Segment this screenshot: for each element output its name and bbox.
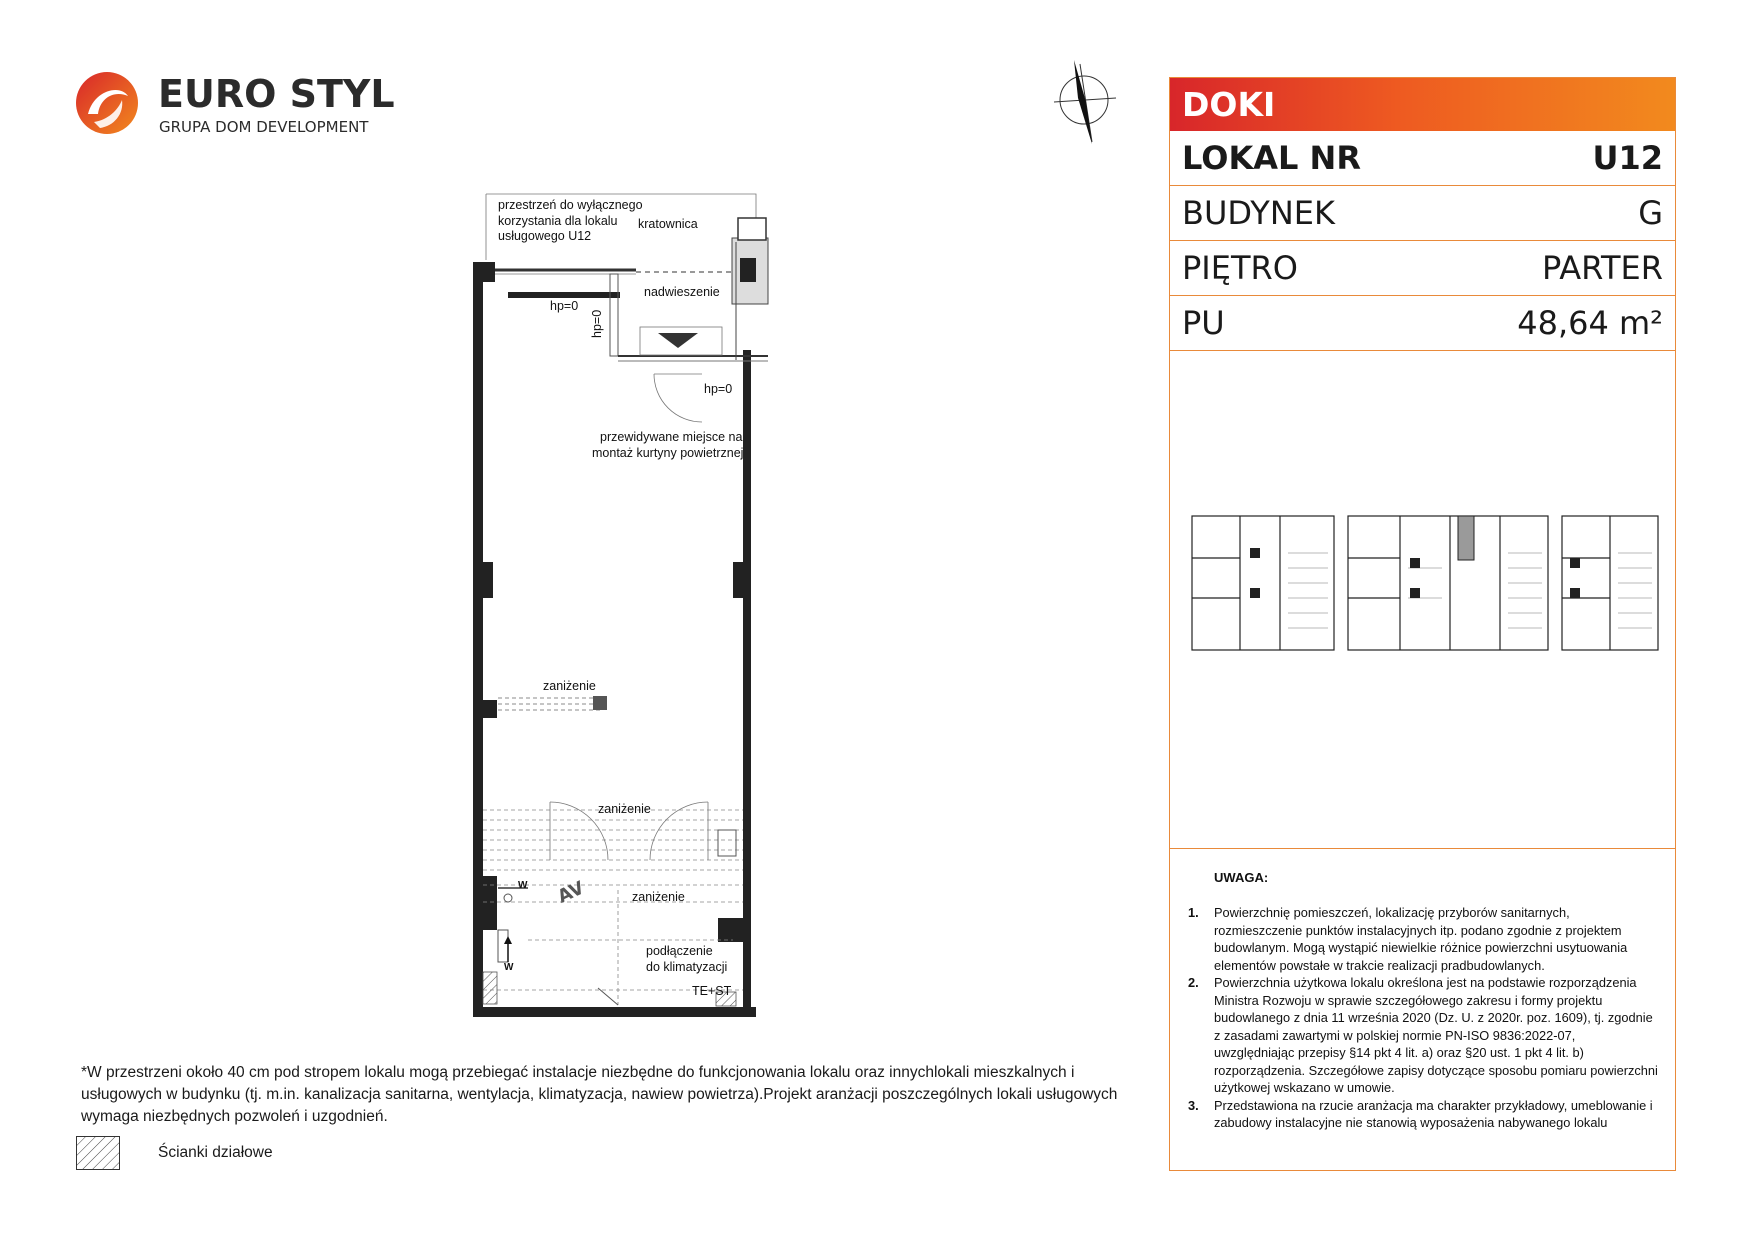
row-label: LOKAL NR [1182,139,1361,177]
note-number: 1. [1188,905,1199,920]
row-value: PARTER [1541,249,1663,287]
label-w1: W [518,880,528,891]
footnote: *W przestrzeni około 40 cm pod stropem lokalu mogą przebiegać instalacje niezbędne do funkcjonowania lokalu oraz innychlokali mieszkalnych i usługowych w budynku (tj. m.in. kanalizacja sanitarna, wentylacja, klimatyzacja, nawiew powietrza).Projekt aranżacji poszczególnych lokali usługowych wymaga niezbędnych pozwoleń i uzgodnień. [81,1064,1118,1125]
north-arrow-icon [1046,58,1126,148]
info-panel [1169,77,1676,1171]
note-number: 3. [1188,1097,1199,1113]
label-nadwieszenie: nadwieszenie [644,285,720,299]
label-air-curtain: przewidywane miejsce na montaż kurtyny powietrznej [592,430,744,460]
note-number: 2. [1188,975,1199,990]
note-text: Przedstawiona na rzucie aranżacja ma charakter przykładowy, umeblowanie i zabudowy instalacyjne nie stanowią wyposażenia nabywanego lokalu [1214,1097,1653,1130]
note-text: Powierzchnia użytkowa lokalu określona jest na podstawie rozporządzenia Ministra Rozwoju w sprawie szczegółowego zakresu i formy projektu budowlanego z dnia 11 września 2020 (Dz. U. z 2020r. poz. 1609), tj. zgodnie z zasadami zawartymi w polskiej normie PN-ISO 9836:2022-07, uwzględniając przepisy §14 pkt 4 lit. a) oraz §20 ust. 1 pkt 4 lit. b) rozporządzenia. Szczegółowe zapisy dotyczące sposobu pomiaru powierzchni użytkowej wskazano w umowie. [1214,975,1658,1095]
note-text: Powierzchnię pomieszczeń, lokalizację przyborów sanitarnych, rozmieszczenie punktów instalacyjnych itp. podano zgodnie z projektem budowlanym. Mogą wystąpić niewielkie różnice powierzchni usytuowania elementów powstałe w trakcie realizacji pradbudowlanych. [1214,905,1628,973]
partition-walls-legend-swatch [76,1136,120,1170]
row-label: PIĘTRO [1182,249,1298,287]
panel-header [1170,78,1675,131]
legend-label: Ścianki działowe [158,1144,273,1161]
row-floor [1170,241,1675,296]
row-value: 48,64 m² [1517,304,1663,342]
label-kratownica: kratownica [638,217,698,231]
label-hp-vertical: hp=0 [590,309,604,338]
notes-title: UWAGA: [1214,870,1269,885]
label-hp-horizontal: hp=0 [550,299,579,313]
row-area [1170,296,1675,351]
row-value: U12 [1592,139,1663,177]
row-label: PU [1182,304,1225,342]
notes-list [1188,904,1658,1132]
label-av: AV [554,877,588,908]
label-hp-door: hp=0 [704,382,733,396]
brand-name: EURO STYL [158,72,395,116]
row-value: G [1638,194,1663,232]
note-item [1188,974,1658,1097]
notes-separator [1170,848,1675,849]
euro-styl-logo-icon [74,70,140,136]
building-key-plan [1190,508,1660,658]
label-w2: W [504,962,514,973]
note-item [1188,1097,1658,1132]
brand-subtitle: GRUPA DOM DEVELOPMENT [159,118,369,136]
row-label: BUDYNEK [1182,194,1335,232]
label-ac-connection: podłączenie do klimatyzacji [646,944,728,974]
label-lowering-2: zaniżenie [598,802,651,816]
brand-logo [74,70,394,150]
project-name: DOKI [1182,85,1276,124]
label-te-st: TE+ST [692,984,732,998]
label-lowering-3: zaniżenie [632,890,685,904]
label-lowering-1: zaniżenie [543,679,596,693]
row-unit-number [1170,131,1675,186]
floor-plan [468,190,798,1030]
row-building [1170,186,1675,241]
note-item [1188,904,1658,974]
label-exclusive-space: przestrzeń do wyłącznego korzystania dla lokalu usługowego U12 [498,198,643,244]
